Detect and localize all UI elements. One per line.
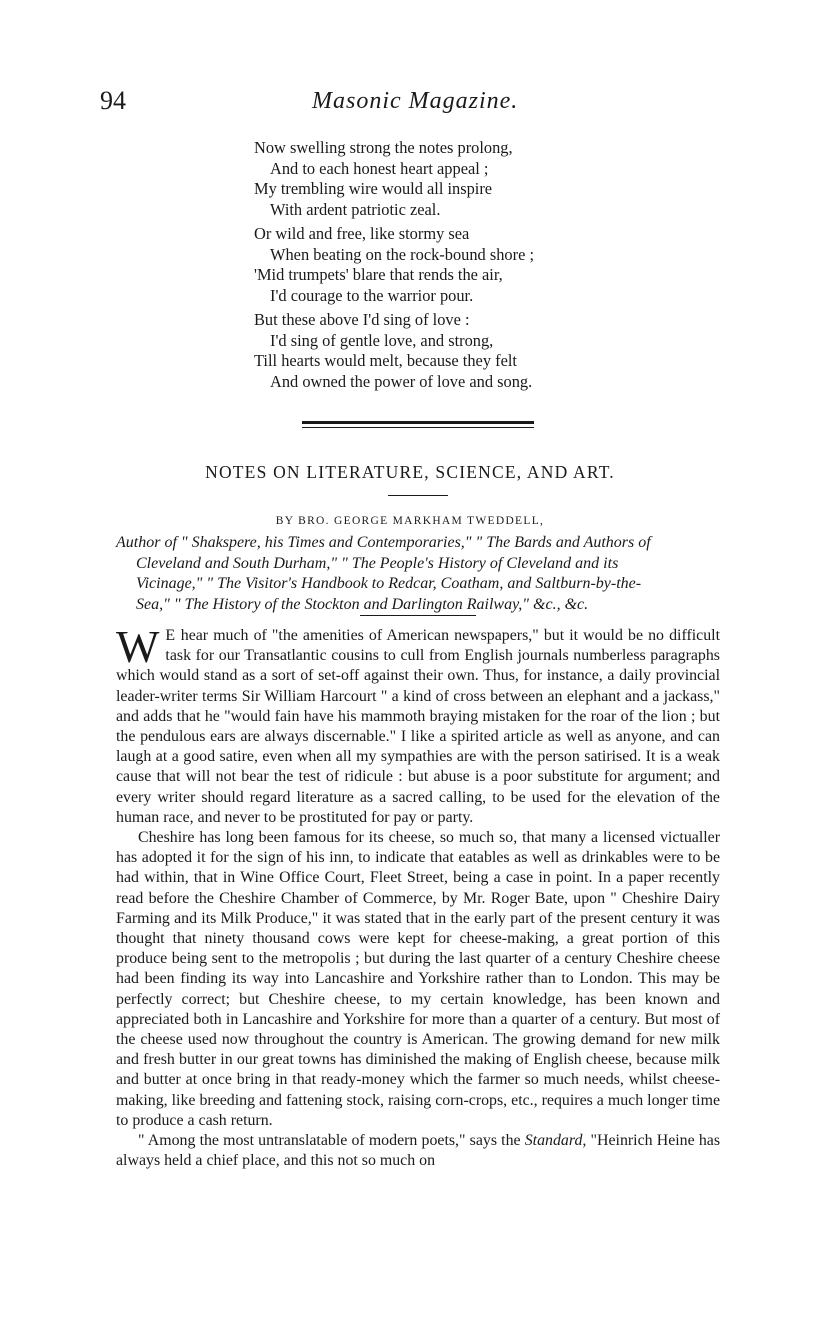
poem-line: My trembling wire would all inspire: [254, 179, 493, 198]
poem-line: 'Mid trumpets' blare that rends the air,: [254, 265, 503, 284]
paragraph-text: hear much of "the amenities of American newspapers," but it would be no difficult task for our Transatlantic cousins to cull from English journals numberless paragraphs which would stand as a sort of set-off against their own. Thus, for instance, a daily provincial leader-writer terms Sir William Harcourt " a kind of cross between an elephant and a jackass," and adds that he "would fain have his mammoth braying mistaken for the roar of the lion ; but the pendulous ears are always discernable." I like a spirited article as well as anyone, and can laugh at a good satire, even when all my sympathies are with the person satirised. It is a weak cause that will not bear the test of ridicule : but abuse is a poor substitute for argument; and every writer should regard literature as a sacred calling, to be used for the elevation of the human race, and never to be prostituted for pay or party.: [116, 627, 720, 826]
article-title: NOTES ON LITERATURE, SCIENCE, AND ART.: [205, 462, 615, 482]
poem-line: When beating on the rock-bound shore ;: [270, 244, 534, 264]
body-paragraph: [116, 1131, 720, 1171]
credit-line: Author of " Shakspere, his Times and Contemporaries," " The Bards and Authors of: [116, 534, 651, 551]
title-underline: [388, 495, 448, 496]
article-body: [116, 621, 721, 1171]
running-head: [100, 86, 720, 126]
credits-underline: [360, 615, 476, 616]
poem-line: And to each honest heart appeal ;: [270, 158, 489, 178]
body-paragraph: [116, 828, 720, 1131]
journal-title: Masonic Magazine.: [312, 88, 519, 114]
poem-stanza: [254, 224, 614, 306]
divider-thick-line: [302, 421, 534, 424]
poem-stanza: [254, 310, 614, 392]
section-divider: [302, 421, 534, 429]
byline: BY BRO. GEORGE MARKHAM TWEDDELL,: [275, 515, 545, 527]
author-credits: [116, 533, 716, 615]
poem-line: Till hearts would melt, because they felt: [254, 351, 517, 370]
poem-line: Or wild and free, like stormy sea: [254, 224, 470, 243]
poem-line: And owned the power of love and song.: [270, 371, 533, 391]
page-number: 94: [100, 86, 126, 115]
credit-line: Cleveland and South Durham," " The People's History of Cleveland and its: [136, 554, 619, 572]
poem-line: I'd sing of gentle love, and strong,: [270, 330, 494, 350]
paragraph-text: "Heinrich Heine has always held a chief place, and this not so much on: [116, 1132, 721, 1170]
paragraph-text: Cheshire has long been famous for its cheese, so much so, that many a licensed victualler has adopted it for the sign of his inn, to indicate that eatables as well as drinkables were to be had within, that in Wine Office Court, Fleet Street, being a case in point. In a paper recently read before the Cheshire Chamber of Commerce, by Mr. Roger Bate, upon " Cheshire Dairy Farming and its Milk Produce," it was stated that in the early part of the present century it was thought that ninety thousand cows were kept for cheese-making, a great portion of this produce being sent to the metropolis ; but during the last quarter of a century Cheshire cheese had been finding its way into Lancashire and Yorkshire rather than to London. This may be perfectly correct; but Cheshire cheese, to my certain knowledge, has been known and appreciated both in Lancashire and Yorkshire for more than a quarter of a century. But most of the cheese used now throughout the country is American. The growing demand for new milk and fresh butter in our great towns has diminished the making of English cheese, because milk and butter at once bring in that ready-money which the farmer so much needs, whilst cheese-making, like breeding and fattening stock, raising corn-crops, etc., requires a much longer time to produce a cash return.: [116, 829, 720, 1129]
newspaper-name: Standard,: [524, 1132, 587, 1150]
poem-line: With ardent patriotic zeal.: [270, 199, 441, 219]
divider-thin-line: [302, 427, 534, 428]
drop-cap: W: [116, 621, 160, 672]
paragraph-text: " Among the most untranslatable of modern poets," says the: [138, 1132, 525, 1150]
body-paragraph: [116, 621, 720, 828]
poem-line: I'd courage to the warrior pour.: [270, 285, 474, 305]
poem-line: But these above I'd sing of love :: [254, 310, 470, 329]
drop-cap-rest: E: [165, 627, 176, 644]
poem-stanza: [254, 138, 614, 220]
credit-line: Vicinage," " The Visitor's Handbook to Redcar, Coatham, and Saltburn-by-the-: [136, 575, 642, 592]
poem: [254, 138, 614, 396]
poem-line: Now swelling strong the notes prolong,: [254, 138, 513, 157]
credit-line: Sea," " The History of the Stockton and Darlington Railway," &c., &c.: [136, 595, 589, 613]
